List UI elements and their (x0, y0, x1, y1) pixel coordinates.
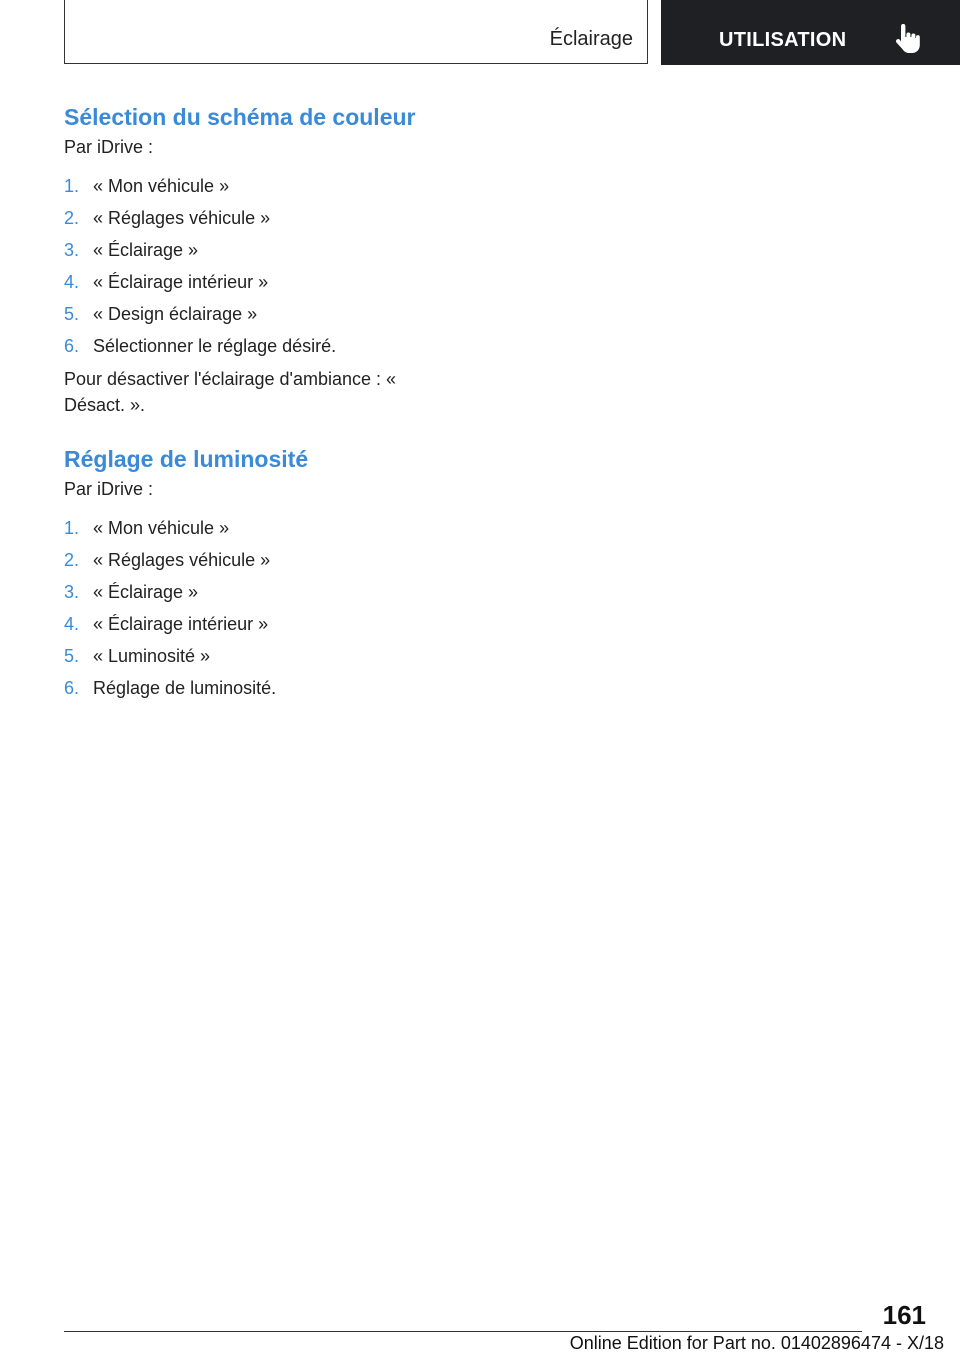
header-section-title: Éclairage (549, 28, 633, 50)
step-number: 6. (64, 678, 80, 698)
step-item (64, 608, 484, 640)
step-item (64, 266, 484, 298)
header-section-box (64, 0, 648, 64)
step-number: 6. (64, 336, 80, 356)
step-number: 4. (64, 272, 80, 292)
step-item (64, 202, 484, 234)
step-item (64, 170, 484, 202)
color-scheme-section (64, 100, 484, 418)
page-number: 161 (882, 1300, 926, 1330)
brightness-intro: Par iDrive : (64, 479, 154, 499)
step-number: 2. (64, 208, 80, 228)
step-item (64, 330, 484, 362)
step-item (64, 298, 484, 330)
step-text: « Mon véhicule » (93, 518, 230, 538)
step-text: « Éclairage intérieur » (93, 272, 269, 292)
header-chapter-label: UTILISATION (719, 29, 847, 51)
color-scheme-heading: Sélection du schéma de couleur (64, 104, 416, 130)
step-number: 2. (64, 550, 80, 570)
brightness-heading: Réglage de luminosité (64, 446, 309, 472)
step-item (64, 672, 484, 704)
color-scheme-intro: Par iDrive : (64, 137, 154, 157)
page-content (64, 100, 484, 704)
step-text: « Éclairage » (93, 582, 199, 602)
step-number: 5. (64, 304, 80, 324)
step-number: 5. (64, 646, 80, 666)
step-number: 1. (64, 176, 80, 196)
step-text: « Réglages véhicule » (93, 550, 271, 570)
step-text: « Design éclairage » (93, 304, 258, 324)
step-item (64, 576, 484, 608)
step-text: « Éclairage intérieur » (93, 614, 269, 634)
deactivate-note: Pour désactiver l'éclairage d'ambiance : « Désact. ». (64, 369, 397, 415)
brightness-steps (64, 512, 484, 704)
step-text: « Luminosité » (93, 646, 211, 666)
step-item (64, 234, 484, 266)
pointing-hand-icon (894, 24, 920, 54)
step-number: 1. (64, 518, 80, 538)
step-text: « Réglages véhicule » (93, 208, 271, 228)
header-chapter-tab (661, 0, 960, 65)
step-item (64, 640, 484, 672)
step-number: 3. (64, 582, 80, 602)
brightness-section (64, 442, 484, 704)
step-text: Sélectionner le réglage désiré. (93, 336, 337, 356)
step-item (64, 544, 484, 576)
step-text: Réglage de luminosité. (93, 678, 277, 698)
step-number: 3. (64, 240, 80, 260)
color-scheme-steps (64, 170, 484, 362)
step-item (64, 512, 484, 544)
step-text: « Mon véhicule » (93, 176, 230, 196)
step-text: « Éclairage » (93, 240, 199, 260)
footer-edition: Online Edition for Part no. 01402896474 - X/18 (569, 1333, 944, 1353)
step-number: 4. (64, 614, 80, 634)
footer-divider (64, 1331, 862, 1332)
